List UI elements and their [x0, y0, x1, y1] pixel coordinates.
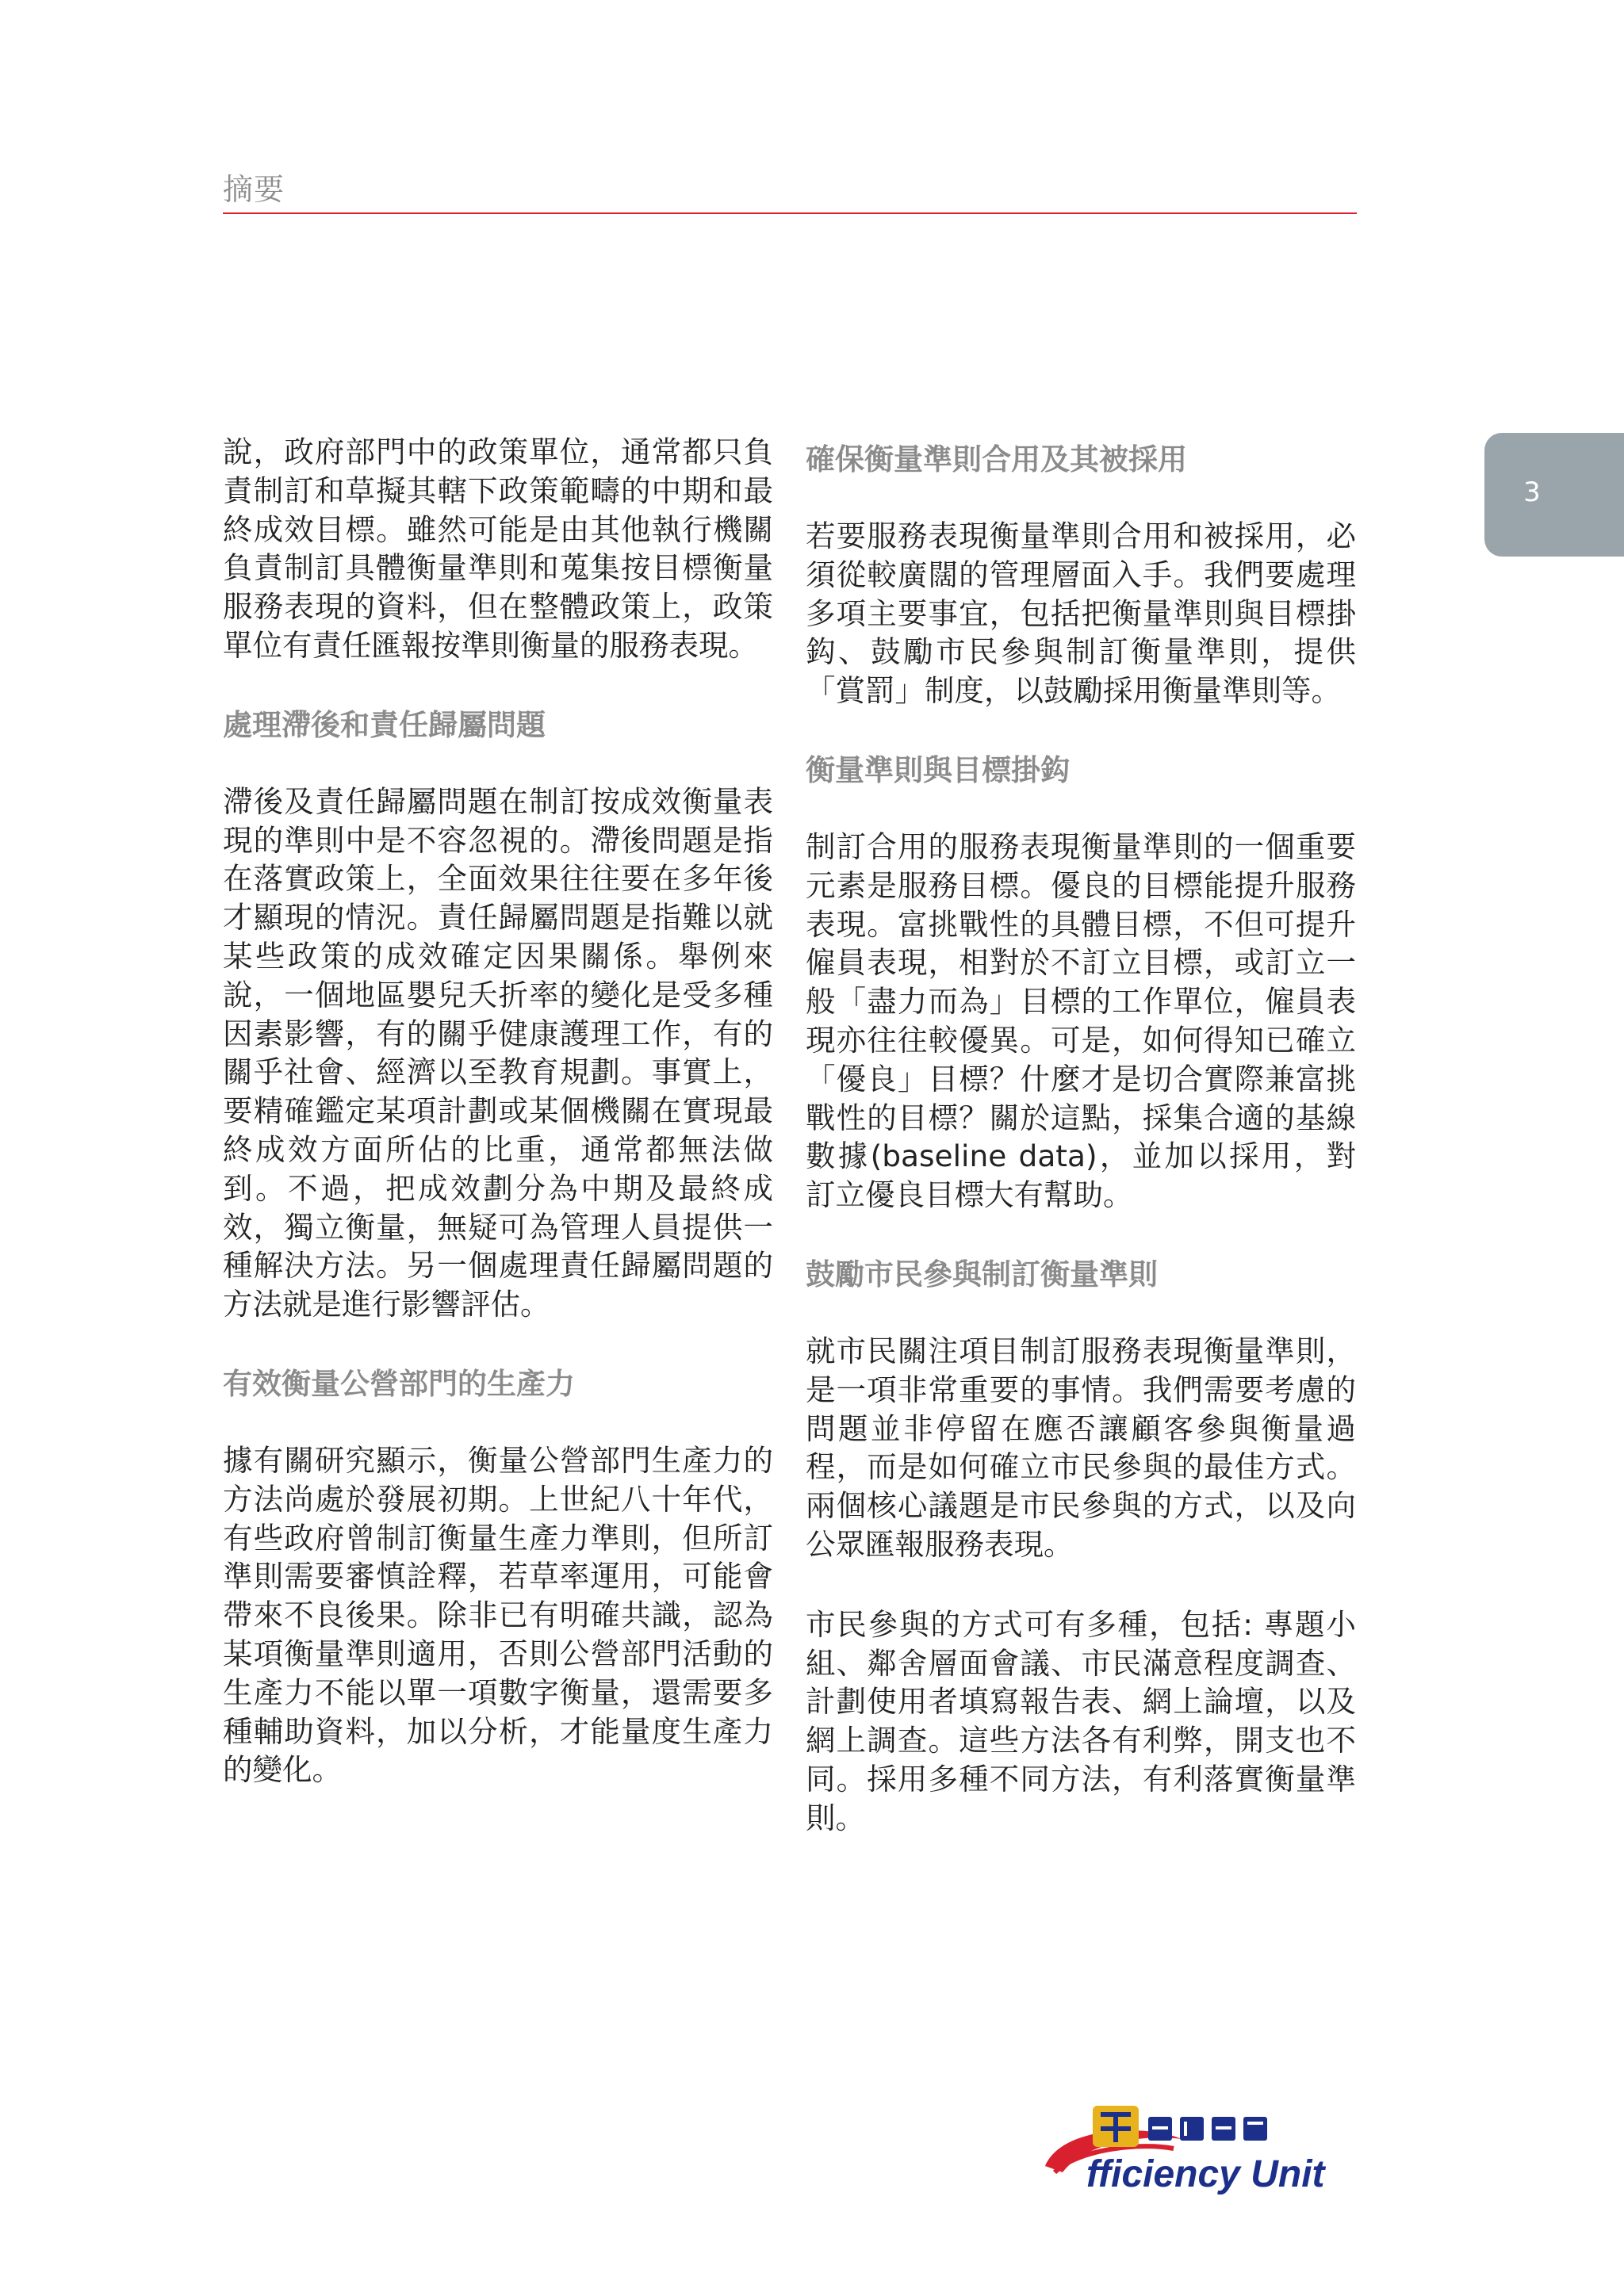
logo-icon [1031, 2093, 1372, 2212]
efficiency-unit-logo [1031, 2093, 1372, 2212]
section-heading: 衡量準則與目標掛鈎 [806, 752, 1070, 787]
paragraph: 市民參與的方式可有多種，包括: 專題小組、鄰舍層面會議、市民滿意程度調查、計劃使用者填寫報告表、網上論壇，以及網上調查。這些方法各有利弊，開支也不同。採用多種不同方法，有利落實衡量準則。 [806, 1606, 1356, 1835]
section-heading: 處理滯後和責任歸屬問題 [223, 707, 546, 742]
section-heading: 鼓勵市民參與制訂衡量準則 [806, 1257, 1158, 1292]
section-heading: 確保衡量準則合用及其被採用 [806, 442, 1187, 476]
section-title: 摘要 [223, 172, 285, 207]
paragraph: 據有關研究顯示，衡量公營部門生產力的方法尚處於發展初期。上世紀八十年代，有些政府曾制訂衡量生產力準則，但所訂準則需要審慎詮釋，若草率運用，可能會帶來不良後果。除非已有明確共識，認為某項衡量準則適用，否則公營部門活動的生產力不能以單一項數字衡量，還需要多種輔助資料，加以分析，才能量度生產力的變化。 [223, 1442, 773, 1788]
paragraph: 滯後及責任歸屬問題在制訂按成效衡量表現的準則中是不容忽視的。滯後問題是指在落實政策上，全面效果往往要在多年後才顯現的情況。責任歸屬問題是指難以就某些政策的成效確定因果關係。舉例來說，一個地區嬰兒夭折率的變化是受多種因素影響，有的關乎健康護理工作，有的關乎社會、經濟以至教育規劃。事實上，要精確鑑定某項計劃或某個機關在實現最終成效方面所佔的比重，通常都無法做到。不過，把成效劃分為中期及最終成效，獨立衡量，無疑可為管理人員提供一種解決方法。另一個處理責任歸屬問題的方法就是進行影響評估。 [223, 783, 773, 1322]
header-divider [223, 212, 1357, 214]
paragraph: 若要服務表現衡量準則合用和被採用，必須從較廣闊的管理層面入手。我們要處理多項主要事宜，包括把衡量準則與目標掛鈎、鼓勵市民參與制訂衡量準則，提供「賞罰」制度，以鼓勵採用衡量準則等。 [806, 519, 1356, 709]
left-column [223, 433, 773, 1789]
svg-text:fficiency Unit: fficiency Unit [1086, 2153, 1325, 2195]
paragraph: 就市民關注項目制訂服務表現衡量準則，是一項非常重要的事情。我們需要考慮的問題並非停留在應否讓顧客參與衡量過程，而是如何確立市民參與的最佳方式。兩個核心議題是市民參與的方式，以及向公眾匯報服務表現。 [806, 1333, 1356, 1562]
paragraph: 說，政府部門中的政策單位，通常都只負責制訂和草擬其轄下政策範疇的中期和最終成效目標。雖然可能是由其他執行機關負責制訂具體衡量準則和蒐集按目標衡量服務表現的資料，但在整體政策上，政策單位有責任匯報按準則衡量的服務表現。 [223, 434, 773, 663]
page-number-tab [1484, 433, 1624, 557]
right-column [806, 433, 1356, 1838]
paragraph: 制訂合用的服務表現衡量準則的一個重要元素是服務目標。優良的目標能提升服務表現。富挑戰性的具體目標，不但可提升僱員表現，相對於不訂立目標，或訂立一般「盡力而為」目標的工作單位，僱員表現亦往往較優異。可是，如何得知已確立「優良」目標？什麼才是切合實際兼富挑戰性的目標？關於這點，採集合適的基線數據(baseline data)，並加以採用，對訂立優良目標大有幫助。 [806, 828, 1356, 1213]
page-number: 3 [1523, 476, 1541, 508]
section-heading: 有效衡量公營部門的生產力 [223, 1366, 575, 1401]
